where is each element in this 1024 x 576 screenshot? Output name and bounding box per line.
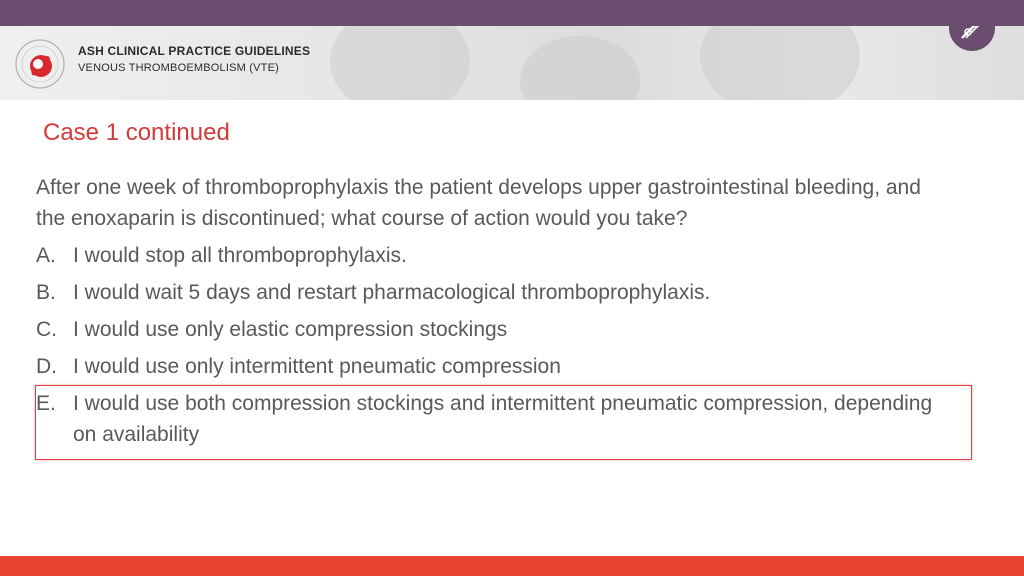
option-text: I would stop all thromboprophylaxis. bbox=[73, 244, 407, 267]
question-text: After one week of thromboprophylaxis the patient develops upper gastrointestinal bleeding, and the enoxaparin is discontinued; what course of action would you take? bbox=[36, 176, 921, 230]
option-text: I would use only intermittent pneumatic compression bbox=[73, 355, 561, 378]
top-bar bbox=[0, 0, 1024, 26]
option-letter: D. bbox=[36, 355, 57, 378]
ash-society-logo-icon bbox=[14, 38, 66, 90]
highlighted-answer-box bbox=[35, 385, 972, 460]
option-text: I would use only elastic compression stockings bbox=[73, 318, 508, 341]
background-cell bbox=[520, 36, 640, 100]
option-text: I would use both compression stockings and intermittent pneumatic compression, depending on availability bbox=[73, 392, 933, 446]
option-d bbox=[36, 351, 936, 382]
ash-badge-icon bbox=[948, 26, 996, 52]
option-a bbox=[36, 240, 936, 271]
brand-subtitle: VENOUS THROMBOEMBOLISM (VTE) bbox=[78, 62, 279, 74]
background-cell bbox=[330, 26, 470, 100]
option-b bbox=[36, 277, 936, 308]
brand-title: ASH CLINICAL PRACTICE GUIDELINES bbox=[78, 44, 311, 58]
brand-block bbox=[78, 44, 310, 74]
slide-title: Case 1 continued bbox=[43, 119, 230, 146]
option-letter: B. bbox=[36, 281, 56, 304]
option-letter: E. bbox=[36, 392, 56, 415]
background-cell bbox=[700, 26, 860, 100]
header-banner bbox=[0, 26, 1024, 100]
option-c bbox=[36, 314, 936, 345]
option-letter: C. bbox=[36, 318, 57, 341]
option-text: I would wait 5 days and restart pharmacological thromboprophylaxis. bbox=[73, 281, 711, 304]
bottom-bar bbox=[0, 556, 1024, 576]
option-letter: A. bbox=[36, 244, 56, 267]
